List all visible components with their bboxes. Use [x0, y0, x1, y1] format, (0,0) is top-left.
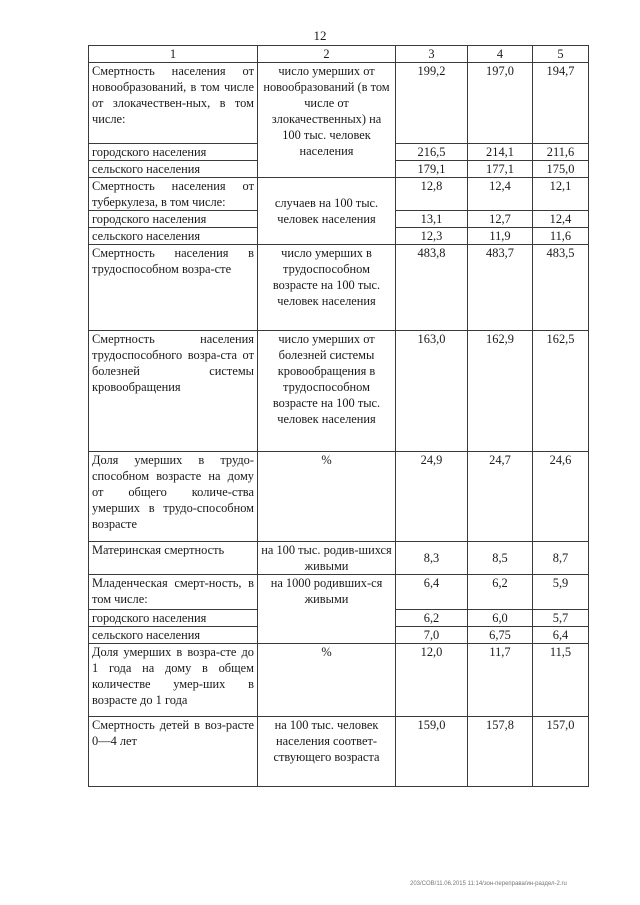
value-cell: 24,7: [468, 452, 533, 542]
value-cell: 199,2: [396, 63, 468, 144]
value-cell: 175,0: [533, 161, 589, 178]
table-row: [89, 575, 589, 610]
header-col-1: 1: [89, 46, 258, 63]
statistics-table: [88, 45, 589, 787]
value-cell: 162,5: [533, 331, 589, 452]
value-cell: 483,5: [533, 245, 589, 331]
unit-label: число умерших в трудоспособном возрасте на 100 тыс. человек населения: [258, 245, 396, 331]
footer-filepath: 203/COB/11.06.2015 11:14/зон-переправа/ин-раздел-2.ru: [410, 881, 567, 887]
unit-label: %: [258, 644, 396, 717]
indicator-label: Смертность населения от туберкулеза, в том числе:: [89, 178, 258, 211]
value-cell: 12,0: [396, 644, 468, 717]
unit-label: случаев на 100 тыс. человек населения: [258, 178, 396, 245]
value-cell: 216,5: [396, 144, 468, 161]
unit-label: число умерших от болезней системы кровообращения в трудоспособном возрасте на 100 тыс. человек населения: [258, 331, 396, 452]
unit-label: на 100 тыс. человек населения соответ-ствующего возраста: [258, 717, 396, 787]
value-cell: 7,0: [396, 627, 468, 644]
indicator-label: Смертность населения трудоспособного возра-ста от болезней системы кровообращения: [89, 331, 258, 452]
value-cell: 11,7: [468, 644, 533, 717]
value-cell: 12,8: [396, 178, 468, 211]
indicator-label: Доля умерших в возра-сте до 1 года на дому в общем количестве умер-ших в возрасте до 1 года: [89, 644, 258, 717]
unit-label: число умерших от новообразований (в том числе от злокачественных) на 100 тыс. человек населения: [258, 63, 396, 178]
indicator-label: Смертность населения в трудоспособном возра-сте: [89, 245, 258, 331]
table-row: [89, 331, 589, 452]
value-cell: 5,7: [533, 610, 589, 627]
value-cell: 197,0: [468, 63, 533, 144]
value-cell: 11,5: [533, 644, 589, 717]
table-row: [89, 178, 589, 211]
indicator-label: городского населения: [89, 610, 258, 627]
value-cell: 12,7: [468, 211, 533, 228]
table-row: [89, 542, 589, 575]
value-cell: 163,0: [396, 331, 468, 452]
header-col-4: 4: [468, 46, 533, 63]
value-cell: 12,3: [396, 228, 468, 245]
value-cell: 12,4: [533, 211, 589, 228]
value-cell: 12,4: [468, 178, 533, 211]
value-cell: 162,9: [468, 331, 533, 452]
value-cell: 24,9: [396, 452, 468, 542]
value-cell: 5,9: [533, 575, 589, 610]
value-cell: 11,9: [468, 228, 533, 245]
value-cell: 6,0: [468, 610, 533, 627]
value-cell: 157,0: [533, 717, 589, 787]
value-cell: 8,7: [533, 542, 589, 575]
value-cell: 157,8: [468, 717, 533, 787]
table-row: [89, 644, 589, 717]
value-cell: 177,1: [468, 161, 533, 178]
value-cell: 6,2: [468, 575, 533, 610]
header-col-2: 2: [258, 46, 396, 63]
indicator-label: Смертность населения от новообразований, в том числе от злокачествен-ных, в том числе:: [89, 63, 258, 144]
table-row: [89, 452, 589, 542]
indicator-label: городского населения: [89, 211, 258, 228]
value-cell: 8,3: [396, 542, 468, 575]
header-row: [89, 46, 589, 63]
value-cell: 12,1: [533, 178, 589, 211]
value-cell: 483,7: [468, 245, 533, 331]
indicator-label: сельского населения: [89, 228, 258, 245]
indicator-label: Материнская смертность: [89, 542, 258, 575]
table-row: [89, 63, 589, 144]
value-cell: 6,4: [396, 575, 468, 610]
indicator-label: Младенческая смерт-ность, в том числе:: [89, 575, 258, 610]
table-row: [89, 245, 589, 331]
indicator-label: городского населения: [89, 144, 258, 161]
value-cell: 214,1: [468, 144, 533, 161]
header-col-3: 3: [396, 46, 468, 63]
unit-label: на 100 тыс. родив-шихся живыми: [258, 542, 396, 575]
value-cell: 211,6: [533, 144, 589, 161]
value-cell: 159,0: [396, 717, 468, 787]
page-number: 12: [313, 28, 327, 43]
value-cell: 179,1: [396, 161, 468, 178]
indicator-label: Доля умерших в трудо-способном возрасте на дому от общего количе-ства умерших в трудо-способном возрасте: [89, 452, 258, 542]
value-cell: 11,6: [533, 228, 589, 245]
value-cell: 6,4: [533, 627, 589, 644]
value-cell: 8,5: [468, 542, 533, 575]
header-col-5: 5: [533, 46, 589, 63]
value-cell: 6,2: [396, 610, 468, 627]
unit-label: на 1000 родивших-ся живыми: [258, 575, 396, 644]
value-cell: 483,8: [396, 245, 468, 331]
indicator-label: сельского населения: [89, 627, 258, 644]
indicator-label: Смертность детей в воз-расте 0—4 лет: [89, 717, 258, 787]
value-cell: 194,7: [533, 63, 589, 144]
indicator-label: сельского населения: [89, 161, 258, 178]
value-cell: 13,1: [396, 211, 468, 228]
value-cell: 6,75: [468, 627, 533, 644]
value-cell: 24,6: [533, 452, 589, 542]
table-row: [89, 717, 589, 787]
unit-label: %: [258, 452, 396, 542]
